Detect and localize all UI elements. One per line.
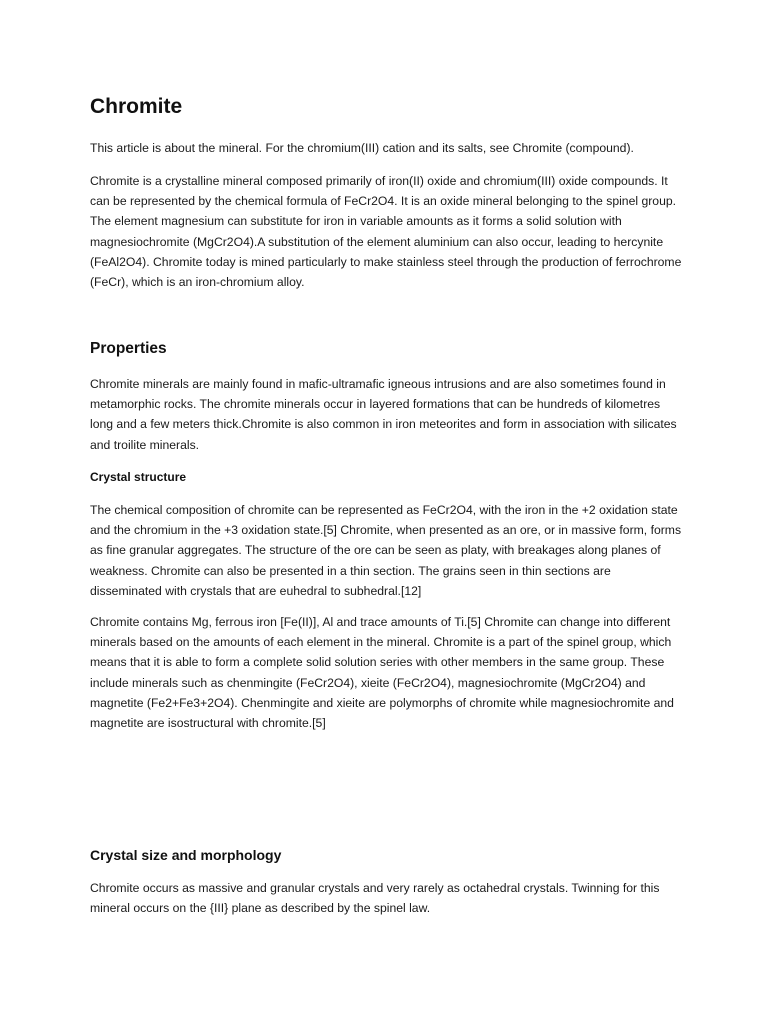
crystal-structure-paragraph-1: The chemical composition of chromite can be represented as FeCr2O4, with the iron in the +2 oxidation state and the chromium in the +3 oxidation state.[5] Chromite, when presented as an ore, or in massive form, forms as fine granular aggregates. The structure of the ore can be seen as platy, with breakages along planes of weakness. Chromite can also be presented in a thin section. The grains seen in thin sections are disseminated with crystals that are euhedral to subhedral.[12] <box>90 503 682 598</box>
intro-paragraph: Chromite is a crystalline mineral composed primarily of iron(II) oxide and chromium(III) oxide compounds. It can be represented by the chemical formula of FeCr2O4. It is an oxide mineral belonging to the spinel group. The element magnesium can substitute for iron in variable amounts as it forms a solid solution with magnesiochromite (MgCr2O4).A substitution of the element aluminium can also occur, leading to hercynite (FeAl2O4). Chromite today is mined particularly to make stainless steel through the production of ferrochrome (FeCr), which is an iron-chromium alloy. <box>90 174 682 290</box>
crystal-structure-heading: Crystal structure <box>90 470 187 484</box>
properties-heading: Properties <box>90 340 167 357</box>
properties-paragraph: Chromite minerals are mainly found in mafic-ultramafic igneous intrusions and are also sometimes found in metamorphic rocks. The chromite minerals occur in layered formations that can be hundreds of kilometres long and a few meters thick.Chromite is also common in iron meteorites and form in association with silicates and troilite minerals. <box>90 377 677 452</box>
intro-note: This article is about the mineral. For the chromium(III) cation and its salts, see Chromite (compound). <box>90 141 634 155</box>
crystal-structure-paragraph-2: Chromite contains Mg, ferrous iron [Fe(II)], Al and trace amounts of Ti.[5] Chromite can change into different minerals based on the amounts of each element in the mineral. Chromite is a part of the spinel group, which means that it is able to form a complete solid solution series with other members in the same group. These include minerals such as chenmingite (FeCr2O4), xieite (FeCr2O4), magnesiochromite (MgCr2O4) and magnetite (Fe2+Fe3+2O4). Chenmingite and xieite are polymorphs of chromite while magnesiochromite and magnetite are isostructural with chromite.[5] <box>90 615 674 731</box>
page-title: Chromite <box>90 95 183 118</box>
crystal-size-heading: Crystal size and morphology <box>90 847 282 863</box>
crystal-size-paragraph: Chromite occurs as massive and granular crystals and very rarely as octahedral crystals. Twinning for this mineral occurs on the {III} plane as described by the spinel law. <box>90 881 660 916</box>
